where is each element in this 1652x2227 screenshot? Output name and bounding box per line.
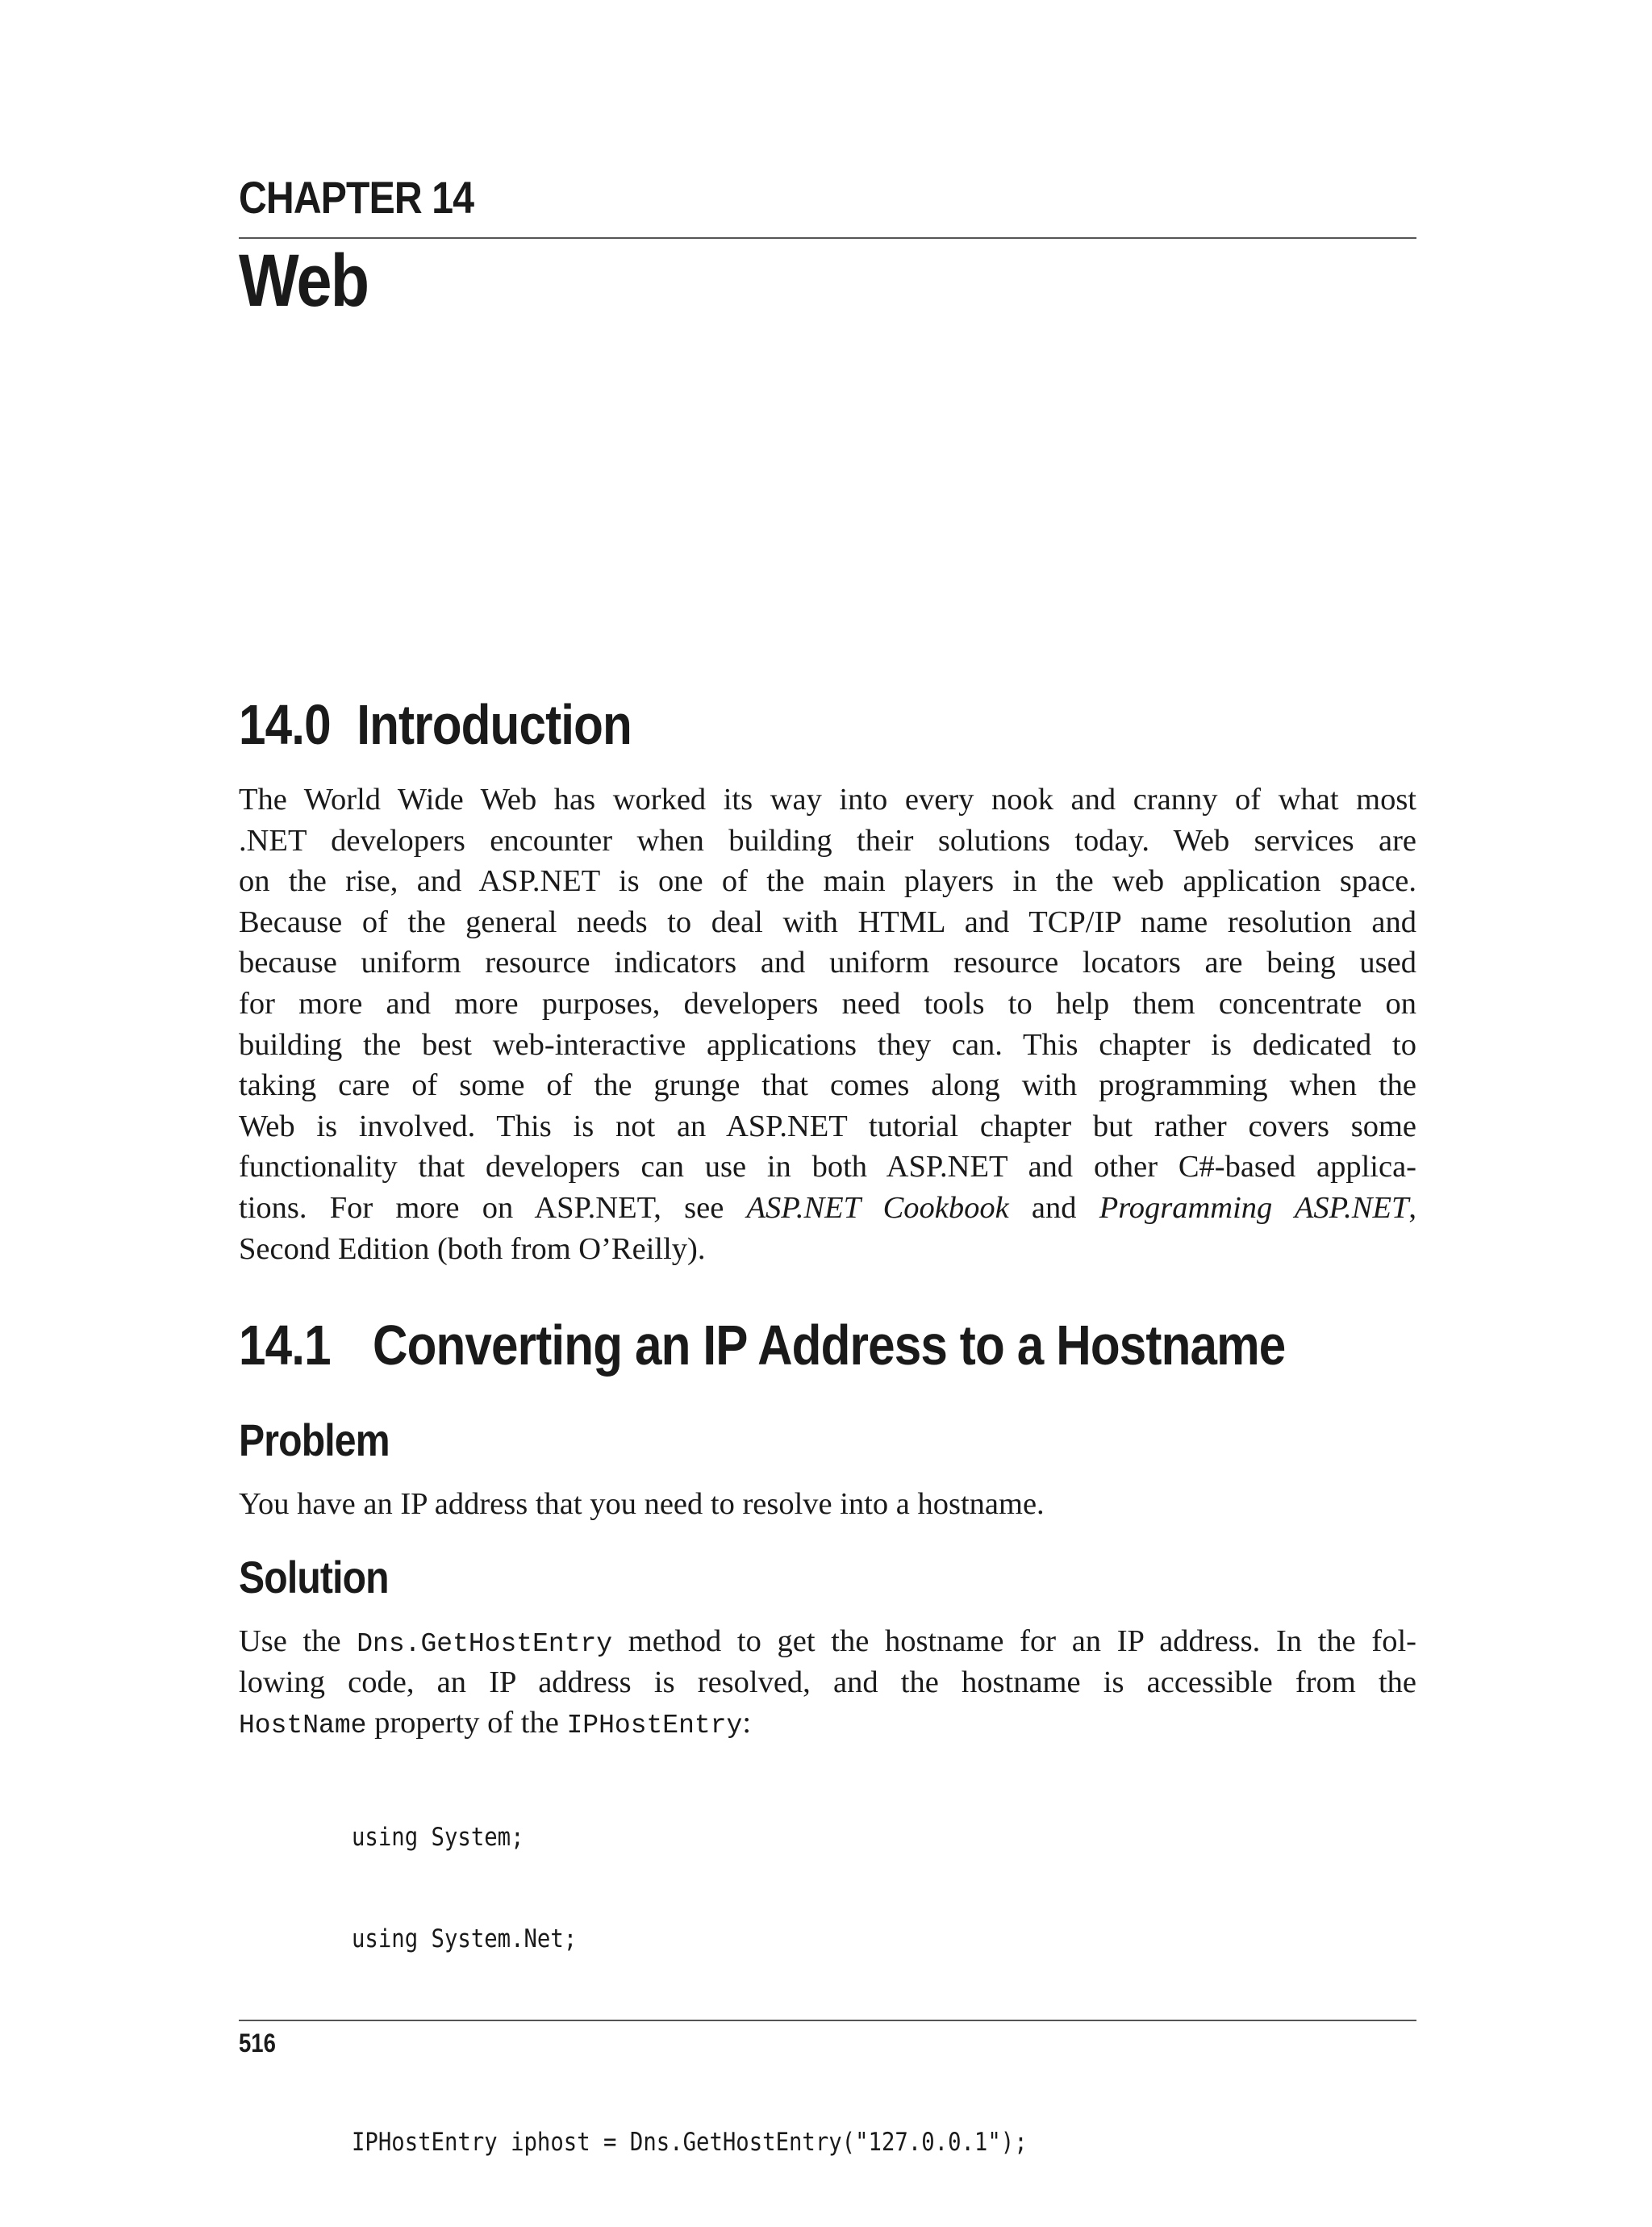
page-number: 516	[239, 2029, 276, 2058]
section-title: Introduction	[357, 693, 632, 756]
code-line	[352, 2024, 1028, 2058]
paragraph-line: The World Wide Web has worked its way into every nook and cranny of what most	[239, 783, 1416, 817]
paragraph-line	[239, 1188, 1416, 1229]
section-heading-intro	[239, 692, 632, 757]
chapter-label: CHAPTER 14	[239, 172, 474, 223]
paragraph-line: Web is involved. This is not an ASP.NET tutorial chapter but rather covers some	[239, 1109, 1416, 1143]
paragraph-line: for more and more purposes, developers need tools to help them concentrate on	[239, 986, 1416, 1021]
paragraph-line: taking care of some of the grunge that comes along with programming when the	[239, 1068, 1416, 1103]
text-run: property of the	[366, 1706, 567, 1740]
section-heading-14-1	[239, 1313, 1285, 1377]
text-run: method to get the hostname for an IP address. In the fol-	[612, 1624, 1416, 1658]
paragraph-line: Second Edition (both from O’Reilly).	[239, 1231, 706, 1266]
chapter-title: Web	[239, 240, 369, 322]
chapter-divider	[239, 237, 1416, 239]
paragraph-line: on the rise, and ASP.NET is one of the main players in the web application space.	[239, 864, 1416, 899]
code-line: IPHostEntry iphost = Dns.GetHostEntry("127.0.0.1");	[352, 2128, 1028, 2157]
book-page	[239, 0, 1416, 2170]
paragraph-line	[239, 1621, 1416, 1662]
intro-paragraph	[239, 779, 1416, 1269]
solution-heading: Solution	[239, 1552, 389, 1602]
footer-divider	[239, 2020, 1416, 2021]
paragraph-line: building the best web-interactive applications they can. This chapter is dedicated to	[239, 1027, 1416, 1062]
solution-paragraph	[239, 1621, 1416, 1744]
section-title: Converting an IP Address to a Hostname	[372, 1314, 1286, 1377]
paragraph-line: lowing code, an IP address is resolved, and the hostname is accessible from the	[239, 1665, 1416, 1699]
inline-code-iphostentry: IPHostEntry	[566, 1711, 743, 1741]
text-run: ,	[1408, 1190, 1417, 1225]
paragraph-line: functionality that developers can use in both ASP.NET and other C#-based applica-	[239, 1150, 1416, 1185]
book-title-asp-net-cookbook: ASP.NET Cookbook	[746, 1190, 1009, 1225]
problem-heading: Problem	[239, 1414, 390, 1465]
text-run: :	[742, 1706, 752, 1740]
inline-code-hostname: HostName	[239, 1711, 367, 1741]
paragraph-line	[239, 1703, 1416, 1744]
code-line: using System;	[352, 1823, 524, 1852]
code-line: using System.Net;	[352, 1924, 578, 1953]
section-number: 14.1	[239, 1314, 331, 1377]
text-run: tions. For more on ASP.NET, see	[239, 1190, 747, 1225]
section-number: 14.0	[239, 693, 331, 756]
text-run: Use the	[239, 1624, 357, 1658]
paragraph-line: Because of the general needs to deal with HTML and TCP/IP name resolution and	[239, 905, 1416, 939]
code-listing	[352, 1753, 1028, 2227]
problem-paragraph	[239, 1484, 1416, 1525]
paragraph-line: because uniform resource indicators and uniform resource locators are being used	[239, 946, 1416, 980]
paragraph-line: .NET developers encounter when building their solutions today. Web services are	[239, 823, 1416, 858]
inline-code-dns-gethostentry: Dns.GetHostEntry	[357, 1629, 613, 1659]
book-title-programming-asp-net: Programming ASP.NET	[1099, 1190, 1409, 1225]
text-run: and	[1008, 1190, 1099, 1225]
paragraph-line: You have an IP address that you need to resolve into a hostname.	[239, 1487, 1045, 1521]
